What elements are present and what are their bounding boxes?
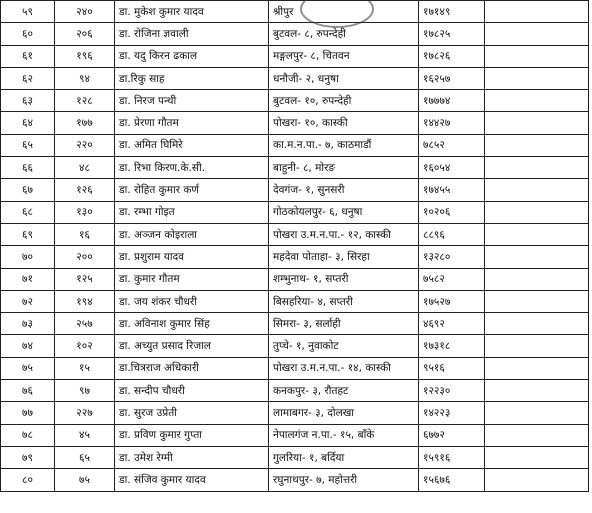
roll-number-cell: १३०	[55, 201, 115, 223]
empty-cell	[485, 335, 589, 357]
registration-number-cell: १७८२६	[419, 45, 485, 67]
empty-cell	[485, 469, 589, 491]
registration-number-cell: १५९१६	[419, 446, 485, 468]
registration-number-cell: १७७७४	[419, 90, 485, 112]
name-cell: डा. यदु किरन ढकाल	[115, 45, 269, 67]
address-cell: रघुनाथपुर- ७, महोत्तरी	[269, 469, 419, 491]
serial-number-cell: ६६	[1, 157, 55, 179]
roll-number-cell: २००	[55, 246, 115, 268]
empty-cell	[485, 201, 589, 223]
serial-number-cell: ६५	[1, 134, 55, 156]
table-row	[1, 335, 589, 357]
serial-number-cell: ७१	[1, 268, 55, 290]
registration-number-cell: १४४२७	[419, 112, 485, 134]
serial-number-cell: ५९	[1, 1, 55, 23]
table-row	[1, 112, 589, 134]
address-cell: सिमरा- ३, सर्लाही	[269, 313, 419, 335]
serial-number-cell: ६८	[1, 201, 55, 223]
address-cell: पोखरा उ.म.न.पा.- १४, कास्की	[269, 357, 419, 379]
address-cell: मङ्गलपुर- ८, चितवन	[269, 45, 419, 67]
name-cell: डा. अञ्जन कोइराला	[115, 223, 269, 245]
table-row	[1, 157, 589, 179]
roll-number-cell: १५	[55, 357, 115, 379]
registration-number-cell: ७८५२	[419, 134, 485, 156]
serial-number-cell: ६२	[1, 67, 55, 89]
empty-cell	[485, 90, 589, 112]
table-row	[1, 268, 589, 290]
name-cell: डा. सुरज उप्रेती	[115, 402, 269, 424]
empty-cell	[485, 112, 589, 134]
empty-cell	[485, 290, 589, 312]
empty-cell	[485, 179, 589, 201]
table-row	[1, 90, 589, 112]
name-cell: डा. सन्दीप चौधरी	[115, 380, 269, 402]
serial-number-cell: ७२	[1, 290, 55, 312]
registration-number-cell: ८८९६	[419, 223, 485, 245]
registration-number-cell: १७४५५	[419, 179, 485, 201]
roll-number-cell: १०२	[55, 335, 115, 357]
serial-number-cell: ७८	[1, 424, 55, 446]
address-cell: कनकपुर- ३, रौतहट	[269, 380, 419, 402]
address-cell: नेपालगंज न.पा.- १५, बाँके	[269, 424, 419, 446]
address-cell: महदेवा पोताहा- ३, सिरहा	[269, 246, 419, 268]
table-row	[1, 246, 589, 268]
roll-number-cell: १२५	[55, 268, 115, 290]
table-row	[1, 1, 589, 23]
registration-number-cell: १५६७६	[419, 469, 485, 491]
serial-number-cell: ७०	[1, 246, 55, 268]
roll-number-cell: २२०	[55, 134, 115, 156]
table-body	[1, 1, 589, 492]
serial-number-cell: ७५	[1, 357, 55, 379]
address-cell: शम्भुनाथ- १, सप्तरी	[269, 268, 419, 290]
address-cell: का.म.न.पा.- ७, काठमाडौं	[269, 134, 419, 156]
address-cell: पोखरा- १०, कास्की	[269, 112, 419, 134]
registration-number-cell: १६२५७	[419, 67, 485, 89]
name-cell: डा. मुकेश कुमार यादव	[115, 1, 269, 23]
table-row	[1, 313, 589, 335]
name-cell: डा. संजिव कुमार यादव	[115, 469, 269, 491]
roll-number-cell: १९६	[55, 45, 115, 67]
roll-number-cell: ४८	[55, 157, 115, 179]
address-cell: बाहुनी- ८, मोरङ	[269, 157, 419, 179]
registration-number-cell: ६७७२	[419, 424, 485, 446]
serial-number-cell: ७४	[1, 335, 55, 357]
name-cell: डा.चित्रराज अधिकारी	[115, 357, 269, 379]
serial-number-cell: ७६	[1, 380, 55, 402]
table-row	[1, 67, 589, 89]
roll-number-cell: १२६	[55, 179, 115, 201]
address-cell: तुप्चे- १, नुवाकोट	[269, 335, 419, 357]
address-cell: बिसहरिया- ४, सप्तरी	[269, 290, 419, 312]
empty-cell	[485, 446, 589, 468]
serial-number-cell: ६४	[1, 112, 55, 134]
registration-number-cell: १७५२७	[419, 290, 485, 312]
empty-cell	[485, 157, 589, 179]
table-row	[1, 290, 589, 312]
empty-cell	[485, 424, 589, 446]
empty-cell	[485, 223, 589, 245]
registration-number-cell: १०२०६	[419, 201, 485, 223]
table-row	[1, 357, 589, 379]
address-cell: गुलरिया- १, बर्दिया	[269, 446, 419, 468]
registration-number-cell: १४२२३	[419, 402, 485, 424]
table-row	[1, 223, 589, 245]
name-cell: डा. प्रशुराम यादव	[115, 246, 269, 268]
serial-number-cell: ६७	[1, 179, 55, 201]
name-cell: डा. अविनाश कुमार सिंह	[115, 313, 269, 335]
registration-number-cell: ९५१६	[419, 357, 485, 379]
name-cell: डा. रिभा किरण.के.सी.	[115, 157, 269, 179]
empty-cell	[485, 45, 589, 67]
empty-cell	[485, 268, 589, 290]
empty-cell	[485, 1, 589, 23]
table-row	[1, 446, 589, 468]
address-cell: देवगंज- १, सुनसरी	[269, 179, 419, 201]
registration-number-cell: १२२३०	[419, 380, 485, 402]
name-cell: डा. निरज पन्थी	[115, 90, 269, 112]
empty-cell	[485, 23, 589, 45]
roll-number-cell: २२७	[55, 402, 115, 424]
roll-number-cell: ९४	[55, 67, 115, 89]
address-cell: बुटवल- ८, रुपन्देही	[269, 23, 419, 45]
name-cell: डा. उमेश रेग्मी	[115, 446, 269, 468]
registration-number-cell: १६०५४	[419, 157, 485, 179]
roll-number-cell: १६	[55, 223, 115, 245]
address-cell: गोठकोयलपुर- ६, धनुषा	[269, 201, 419, 223]
roll-number-cell: १२८	[55, 90, 115, 112]
serial-number-cell: ८०	[1, 469, 55, 491]
table-row	[1, 424, 589, 446]
registration-number-cell: १७८२५	[419, 23, 485, 45]
serial-number-cell: ६३	[1, 90, 55, 112]
empty-cell	[485, 380, 589, 402]
empty-cell	[485, 313, 589, 335]
table-row	[1, 469, 589, 491]
name-cell: डा. रोजिना ज्ञवाली	[115, 23, 269, 45]
empty-cell	[485, 402, 589, 424]
empty-cell	[485, 134, 589, 156]
registration-number-cell: १७१४९	[419, 1, 485, 23]
empty-cell	[485, 246, 589, 268]
serial-number-cell: ७३	[1, 313, 55, 335]
address-cell: धनौजी- २, धनुषा	[269, 67, 419, 89]
registration-number-cell: १३२८०	[419, 246, 485, 268]
name-cell: डा. रम्भा गोइत	[115, 201, 269, 223]
roll-number-cell: १९४	[55, 290, 115, 312]
serial-number-cell: ७९	[1, 446, 55, 468]
registration-number-cell: ७५८२	[419, 268, 485, 290]
serial-number-cell: ६१	[1, 45, 55, 67]
roll-number-cell: २४०	[55, 1, 115, 23]
table-row	[1, 402, 589, 424]
roll-number-cell: ६५	[55, 446, 115, 468]
table-row	[1, 380, 589, 402]
registration-number-cell: ४६९२	[419, 313, 485, 335]
address-cell: बुटवल- १०, रुपन्देही	[269, 90, 419, 112]
name-cell: डा. जय शंकर चौधरी	[115, 290, 269, 312]
address-cell: लामाबगर- ३, दोलखा	[269, 402, 419, 424]
name-cell: डा. प्रविण कुमार गुप्ता	[115, 424, 269, 446]
name-cell: डा. कुमार गौतम	[115, 268, 269, 290]
serial-number-cell: ६०	[1, 23, 55, 45]
name-cell: डा. प्रेरणा गौतम	[115, 112, 269, 134]
address-cell: श्रीपुर	[269, 1, 419, 23]
table-row	[1, 45, 589, 67]
name-cell: डा.रिकु साह	[115, 67, 269, 89]
serial-number-cell: ६९	[1, 223, 55, 245]
name-cell: डा. अमित घिमिरे	[115, 134, 269, 156]
empty-cell	[485, 67, 589, 89]
roll-number-cell: १७७	[55, 112, 115, 134]
roll-number-cell: ४५	[55, 424, 115, 446]
address-cell: पोखरा उ.म.न.पा.- १२, कास्की	[269, 223, 419, 245]
table-row	[1, 179, 589, 201]
table-row	[1, 201, 589, 223]
roll-number-cell: ९७	[55, 380, 115, 402]
registration-number-cell: १७३१८	[419, 335, 485, 357]
serial-number-cell: ७७	[1, 402, 55, 424]
name-cell: डा. रोहित कुमार कर्ण	[115, 179, 269, 201]
empty-cell	[485, 357, 589, 379]
roll-number-cell: २५७	[55, 313, 115, 335]
name-cell: डा. अच्युत प्रसाद रिजाल	[115, 335, 269, 357]
roll-number-cell: २०६	[55, 23, 115, 45]
table-row	[1, 23, 589, 45]
roll-number-cell: ७५	[55, 469, 115, 491]
table-row	[1, 134, 589, 156]
